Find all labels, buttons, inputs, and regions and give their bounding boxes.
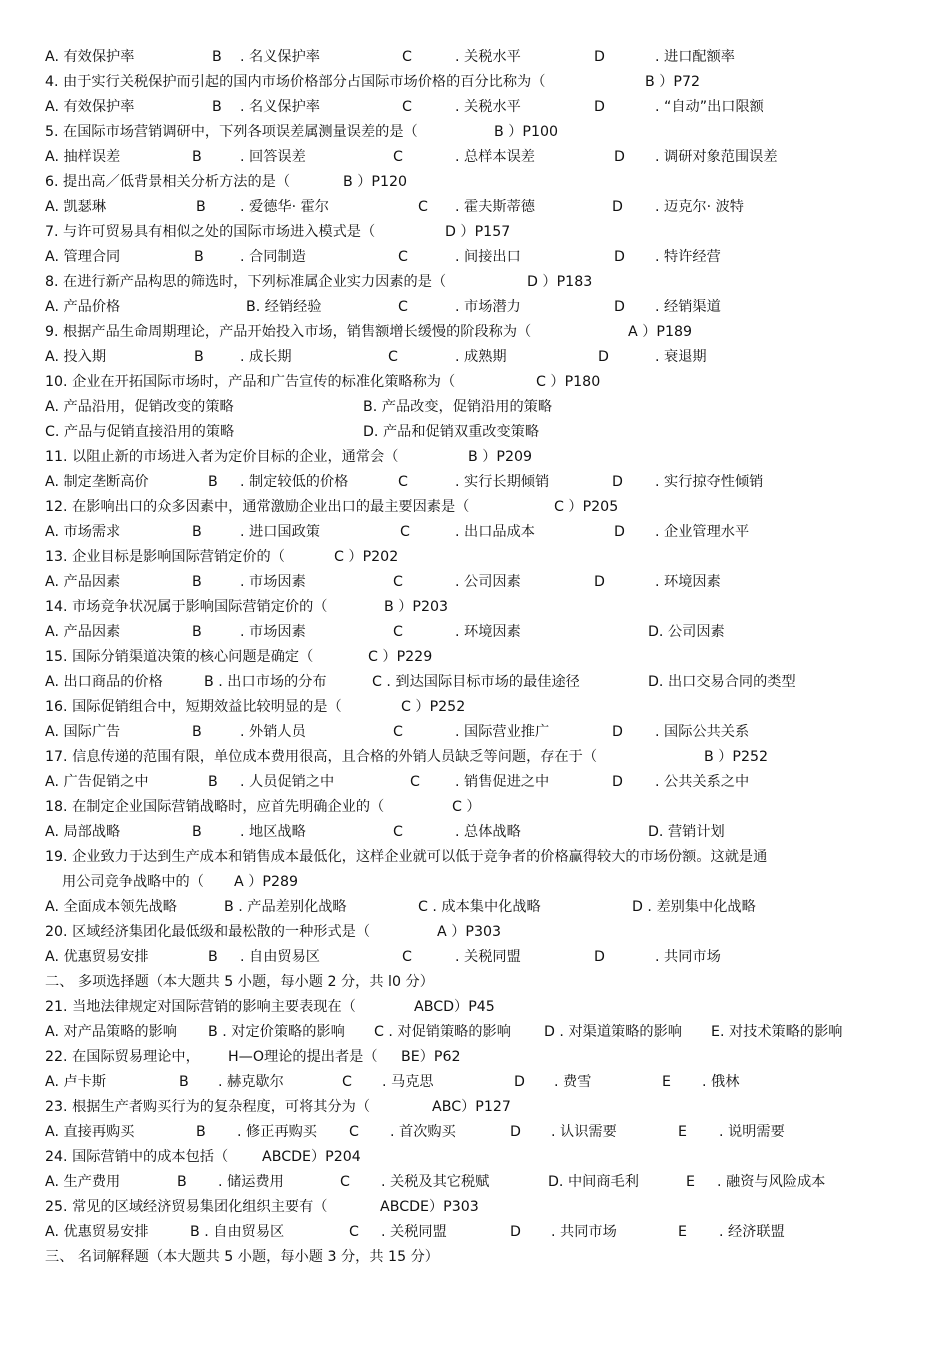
text-line [0, 471, 950, 493]
text-segment: . 关税及其它税赋 [381, 1174, 490, 1190]
text-segment: E [678, 1224, 687, 1240]
text-segment: B . 产品差别化战略 [224, 899, 347, 915]
text-segment: 25. 常见的区域经济贸易集团化组织主要有（ [45, 1199, 328, 1215]
text-segment: 20. 区域经济集团化最低级和最松散的一种形式是（ [45, 924, 371, 940]
text-segment: 5. 在国际市场营销调研中，下列各项误差属测量误差的是（ [45, 124, 418, 140]
text-line [0, 771, 950, 793]
text-segment: . 特许经营 [655, 249, 721, 265]
text-segment: . 市场潜力 [455, 299, 521, 315]
text-segment: D [594, 49, 605, 65]
text-line [0, 971, 950, 993]
text-segment: C . 成本集中化战略 [418, 899, 541, 915]
text-line [0, 821, 950, 843]
text-segment: B [208, 774, 218, 790]
text-segment: . 经济联盟 [719, 1224, 785, 1240]
text-segment: A. 生产费用 [45, 1174, 121, 1190]
text-segment: . 总样本误差 [455, 149, 535, 165]
text-segment: E. 对技术策略的影响 [711, 1024, 843, 1040]
text-line [0, 196, 950, 218]
text-segment: 14. 市场竞争状况属于影响国际营销定价的（ [45, 599, 328, 615]
text-segment: 16. 国际促销组合中，短期效益比较明显的是（ [45, 699, 342, 715]
text-segment: C [393, 624, 403, 640]
text-segment: A. 有效保护率 [45, 49, 135, 65]
text-segment: . 成长期 [240, 349, 292, 365]
text-segment: A. 卢卡斯 [45, 1074, 107, 1090]
text-segment: C . 对促销策略的影响 [374, 1024, 511, 1040]
text-line [0, 546, 950, 568]
text-segment: . 地区战略 [240, 824, 306, 840]
text-segment: B [192, 574, 202, 590]
text-segment: C [402, 99, 412, 115]
text-line [0, 496, 950, 518]
text-segment: 7. 与许可贸易具有相似之处的国际市场进入模式是（ [45, 224, 376, 240]
text-segment: A ）P189 [628, 324, 693, 340]
text-segment: C [342, 1074, 352, 1090]
text-segment: . 进口配额率 [655, 49, 735, 65]
text-segment: C ）P180 [536, 374, 601, 390]
text-segment: D [612, 724, 623, 740]
text-segment: C [398, 299, 408, 315]
text-segment: . 关税同盟 [455, 949, 521, 965]
text-segment: . 说明需要 [719, 1124, 785, 1140]
text-segment: . 企业管理水平 [655, 524, 750, 540]
text-line [0, 921, 950, 943]
text-segment: . 实行长期倾销 [455, 474, 550, 490]
text-line [0, 71, 950, 93]
text-segment: . 销售促进之中 [455, 774, 550, 790]
text-line [0, 446, 950, 468]
text-segment: B [192, 524, 202, 540]
text-segment: . 出口品成本 [455, 524, 535, 540]
text-segment: 13. 企业目标是影响国际营销定价的（ [45, 549, 285, 565]
text-segment: 6. 提出高／低背景相关分析方法的是（ [45, 174, 291, 190]
text-segment: 二、 多项选择题（本大题共 5 小题，每小题 2 分，共 l0 分） [45, 974, 434, 990]
text-segment: B [212, 99, 222, 115]
text-segment: A. 市场需求 [45, 524, 121, 540]
text-line [0, 421, 950, 443]
text-segment: B ）P72 [645, 74, 701, 90]
text-segment: A. 管理合同 [45, 249, 121, 265]
text-segment: B [177, 1174, 187, 1190]
text-segment: . 融资与风险成本 [717, 1174, 826, 1190]
text-segment: A. 广告促销之中 [45, 774, 149, 790]
text-line [0, 1121, 950, 1143]
text-segment: . 马克思 [382, 1074, 434, 1090]
text-line [0, 1096, 950, 1118]
text-segment: E [686, 1174, 695, 1190]
text-segment: . 人员促销之中 [240, 774, 335, 790]
text-segment: . 衰退期 [655, 349, 707, 365]
text-segment: A. 局部战略 [45, 824, 121, 840]
text-segment: B [179, 1074, 189, 1090]
text-segment: C [393, 824, 403, 840]
text-segment: D [510, 1124, 521, 1140]
text-segment: D [594, 949, 605, 965]
text-line [0, 621, 950, 643]
text-segment: C [349, 1124, 359, 1140]
text-line [0, 121, 950, 143]
text-segment: 9. 根据产品生命周期理论，产品开始投入市场，销售额增长缓慢的阶段称为（ [45, 324, 532, 340]
text-line [0, 721, 950, 743]
text-segment: 24. 国际营销中的成本包括（ [45, 1149, 229, 1165]
text-segment: 15. 国际分销渠道决策的核心问题是确定（ [45, 649, 314, 665]
text-segment: . 自由贸易区 [240, 949, 320, 965]
text-segment: B [192, 824, 202, 840]
text-segment: D [594, 99, 605, 115]
text-line [0, 271, 950, 293]
text-segment: H—O理论的提出者是（ [228, 1049, 378, 1065]
text-segment: C [340, 1174, 350, 1190]
text-line [0, 1246, 950, 1268]
text-segment: C [418, 199, 428, 215]
text-segment: . 外销人员 [240, 724, 306, 740]
text-segment: B [192, 624, 202, 640]
text-segment: . 进口国政策 [240, 524, 320, 540]
text-segment: . 成熟期 [455, 349, 507, 365]
text-segment: 三、 名词解释题（本大题共 5 小题，每小题 3 分，共 15 分） [45, 1249, 439, 1265]
text-segment: B. 经销经验 [246, 299, 322, 315]
text-segment: A. 投入期 [45, 349, 107, 365]
text-segment: A. 制定垄断高价 [45, 474, 149, 490]
text-segment: . 制定较低的价格 [240, 474, 349, 490]
text-segment: . 经销渠道 [655, 299, 721, 315]
text-segment: . 首次购买 [390, 1124, 456, 1140]
text-segment: C [393, 149, 403, 165]
text-segment: D ）P157 [445, 224, 511, 240]
text-segment: B [192, 149, 202, 165]
text-segment: . 国际公共关系 [655, 724, 750, 740]
text-segment: D. 产品和促销双重改变策略 [363, 424, 540, 440]
text-segment: . 名义保护率 [240, 49, 320, 65]
text-segment: . “自动”出口限额 [655, 99, 764, 115]
text-segment: E [678, 1124, 687, 1140]
text-segment: C [388, 349, 398, 365]
text-segment: . 市场因素 [240, 574, 306, 590]
text-segment: . 公共关系之中 [655, 774, 750, 790]
text-segment: A ）P303 [437, 924, 502, 940]
text-line [0, 896, 950, 918]
text-segment: D [612, 474, 623, 490]
text-line [0, 146, 950, 168]
text-segment: C [398, 249, 408, 265]
text-segment: A. 出口商品的价格 [45, 674, 163, 690]
text-line [0, 871, 950, 893]
text-segment: 11. 以阻止新的市场进入者为定价目标的企业，通常会（ [45, 449, 399, 465]
text-segment: D [614, 299, 625, 315]
text-segment: A. 凯瑟琳 [45, 199, 107, 215]
text-line [0, 996, 950, 1018]
text-segment: ABCDE）P204 [262, 1149, 361, 1165]
text-line [0, 396, 950, 418]
text-segment: A. 国际广告 [45, 724, 121, 740]
text-segment: A. 有效保护率 [45, 99, 135, 115]
text-segment: C ） [452, 799, 481, 815]
text-segment: B ）P203 [384, 599, 449, 615]
text-segment: B [196, 1124, 206, 1140]
text-segment: . 修正再购买 [237, 1124, 317, 1140]
text-segment: ABC）P127 [432, 1099, 511, 1115]
text-segment: C. 产品与促销直接沿用的策略 [45, 424, 235, 440]
text-segment: . 环境因素 [655, 574, 721, 590]
text-segment: D [614, 149, 625, 165]
text-segment: ABCDE）P303 [380, 1199, 479, 1215]
text-segment: D [612, 199, 623, 215]
text-segment: D [510, 1224, 521, 1240]
text-segment: B [196, 199, 206, 215]
text-segment: B ）P120 [343, 174, 408, 190]
text-segment: . 关税水平 [455, 99, 521, 115]
text-segment: . 关税同盟 [381, 1224, 447, 1240]
text-segment: A ）P289 [234, 874, 299, 890]
text-segment: . 间接出口 [455, 249, 521, 265]
text-line [0, 671, 950, 693]
text-segment: B ）P209 [468, 449, 533, 465]
text-segment: 23. 根据生产者购买行为的复杂程度，可将其分为（ [45, 1099, 371, 1115]
text-segment: . 总体战略 [455, 824, 521, 840]
text-line [0, 296, 950, 318]
text-segment: 18. 在制定企业国际营销战略时，应首先明确企业的（ [45, 799, 385, 815]
text-segment: BE）P62 [401, 1049, 461, 1065]
text-segment: A. 产品因素 [45, 624, 121, 640]
text-segment: . 共同市场 [551, 1224, 617, 1240]
text-line [0, 1021, 950, 1043]
text-segment: 用公司竞争战略中的（ [62, 874, 204, 890]
text-segment: C ）P229 [368, 649, 433, 665]
text-segment: . 回答误差 [240, 149, 306, 165]
text-segment: . 实行掠夺性倾销 [655, 474, 764, 490]
text-segment: B. 产品改变，促销沿用的策略 [363, 399, 553, 415]
text-segment: B . 对定价策略的影响 [208, 1024, 345, 1040]
text-segment: D [614, 249, 625, 265]
text-line [0, 321, 950, 343]
text-segment: 10. 企业在开拓国际市场时，产品和广告宣传的标准化策略称为（ [45, 374, 456, 390]
text-line [0, 246, 950, 268]
text-segment: C ）P202 [334, 549, 399, 565]
text-segment: B . 出口市场的分布 [204, 674, 327, 690]
text-segment: . 迈克尔· 波特 [655, 199, 744, 215]
text-segment: D [614, 524, 625, 540]
text-segment: C [400, 524, 410, 540]
text-segment: E [662, 1074, 671, 1090]
text-segment: B ）P252 [704, 749, 769, 765]
text-segment: A. 产品价格 [45, 299, 121, 315]
text-line [0, 1071, 950, 1093]
text-segment: A. 产品因素 [45, 574, 121, 590]
text-segment: A. 全面成本领先战略 [45, 899, 177, 915]
text-segment: . 调研对象范围误差 [655, 149, 778, 165]
text-line [0, 521, 950, 543]
text-segment: D. 中间商毛利 [548, 1174, 639, 1190]
text-segment: A. 优惠贸易安排 [45, 949, 149, 965]
text-segment: D. 出口交易合同的类型 [648, 674, 796, 690]
text-segment: B ）P100 [494, 124, 559, 140]
text-segment: . 公司因素 [455, 574, 521, 590]
text-segment: B [192, 724, 202, 740]
text-line [0, 796, 950, 818]
text-segment: A. 对产品策略的影响 [45, 1024, 177, 1040]
text-segment: C ）P205 [554, 499, 619, 515]
text-segment: 21. 当地法律规定对国际营销的影响主要表现在（ [45, 999, 356, 1015]
text-segment: D [612, 774, 623, 790]
text-segment: . 爱德华· 霍尔 [240, 199, 329, 215]
text-line [0, 1046, 950, 1068]
text-segment: D. 营销计划 [648, 824, 725, 840]
text-segment: B [212, 49, 222, 65]
text-segment: . 市场因素 [240, 624, 306, 640]
text-segment: . 国际营业推广 [455, 724, 550, 740]
text-segment: . 储运费用 [218, 1174, 284, 1190]
text-segment: C ）P252 [401, 699, 466, 715]
text-segment: 4. 由于实行关税保护而引起的国内市场价格部分占国际市场价格的百分比称为（ [45, 74, 546, 90]
text-segment: D . 对渠道策略的影响 [544, 1024, 682, 1040]
text-segment: A. 产品沿用，促销改变的策略 [45, 399, 234, 415]
text-segment: . 赫克歇尔 [218, 1074, 284, 1090]
text-segment: . 认识需要 [551, 1124, 617, 1140]
text-segment: 17. 信息传递的范围有限，单位成本费用很高，且合格的外销人员缺乏等问题，存在于（ [45, 749, 598, 765]
text-line [0, 746, 950, 768]
text-segment: . 环境因素 [455, 624, 521, 640]
text-line [0, 96, 950, 118]
text-segment: C [402, 49, 412, 65]
text-segment: 22. 在国际贸易理论中， [45, 1049, 200, 1065]
text-segment: . 费雪 [554, 1074, 592, 1090]
text-segment: ABCD）P45 [414, 999, 495, 1015]
text-line [0, 571, 950, 593]
text-segment: 19. 企业致力于达到生产成本和销售成本最低化，这样企业就可以低于竞争者的价格赢得较大的市场份额。这就是通 [45, 849, 768, 865]
text-line [0, 646, 950, 668]
text-segment: B [194, 249, 204, 265]
text-line [0, 371, 950, 393]
text-segment: C [402, 949, 412, 965]
text-line [0, 1221, 950, 1243]
text-segment: . 共同市场 [655, 949, 721, 965]
text-segment: C [393, 574, 403, 590]
text-line [0, 1171, 950, 1193]
text-segment: . 关税水平 [455, 49, 521, 65]
text-line [0, 696, 950, 718]
text-segment: 12. 在影响出口的众多因素中，通常激励企业出口的最主要因素是（ [45, 499, 470, 515]
text-segment: D. 公司因素 [648, 624, 725, 640]
text-segment: D ）P183 [527, 274, 593, 290]
text-segment: A. 抽样误差 [45, 149, 121, 165]
text-segment: . 霍夫斯蒂德 [455, 199, 535, 215]
text-segment: C . 到达国际目标市场的最佳途径 [372, 674, 580, 690]
text-line [0, 946, 950, 968]
text-line [0, 1196, 950, 1218]
text-line [0, 171, 950, 193]
text-line [0, 221, 950, 243]
text-segment: D [598, 349, 609, 365]
text-segment: D . 差别集中化战略 [632, 899, 756, 915]
text-segment: C [410, 774, 420, 790]
text-segment: . 俄林 [702, 1074, 740, 1090]
text-line [0, 846, 950, 868]
text-segment: A. 直接再购买 [45, 1124, 135, 1140]
text-segment: C [349, 1224, 359, 1240]
text-segment: D [514, 1074, 525, 1090]
text-segment: C [393, 724, 403, 740]
text-segment: C [398, 474, 408, 490]
text-line [0, 46, 950, 68]
text-segment: D [594, 574, 605, 590]
text-segment: B [208, 474, 218, 490]
text-segment: 8. 在进行新产品构思的筛选时，下列标准属企业实力因素的是（ [45, 274, 447, 290]
text-line [0, 1146, 950, 1168]
text-segment: B . 自由贸易区 [190, 1224, 285, 1240]
text-line [0, 346, 950, 368]
text-segment: . 合同制造 [240, 249, 306, 265]
text-segment: . 名义保护率 [240, 99, 320, 115]
text-segment: B [194, 349, 204, 365]
text-segment: A. 优惠贸易安排 [45, 1224, 149, 1240]
text-line [0, 596, 950, 618]
text-segment: B [208, 949, 218, 965]
